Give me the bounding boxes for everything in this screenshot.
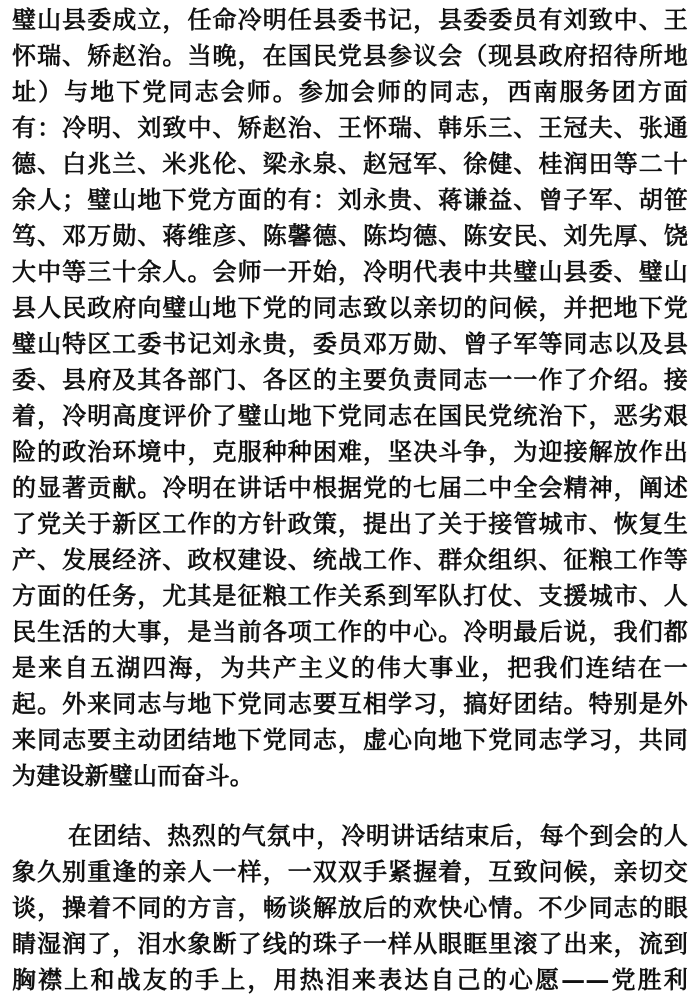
text-line-p2-l4: 睛湿润了，泪水象断了线的珠子一样从眼眶里滚了出来，流到 bbox=[12, 929, 688, 958]
text-line-p1-l7: 笃、邓万勋、蒋维彦、陈馨德、陈均德、陈安民、刘先厚、饶 bbox=[12, 221, 688, 250]
text-line-p1-l6: 余人；璧山地下党方面的有：刘永贵、蒋谦益、曾子军、胡笹 bbox=[12, 185, 688, 214]
text-line-p2-l3: 谈，操着不同的方言，畅谈解放后的欢快心情。不少同志的眼 bbox=[12, 893, 688, 922]
text-line-p1-l8: 大中等三十余人。会师一开始，冷明代表中共璧山县委、璧山 bbox=[12, 257, 688, 286]
text-line-p1-l11: 委、县府及其各部门、各区的主要负责同志一一作了介绍。接 bbox=[12, 365, 688, 394]
text-line-p2-l5: 胸襟上和战友的手上，用热泪来表达自己的心愿——党胜利 bbox=[12, 965, 688, 994]
text-line-p1-l12: 着，冷明高度评价了璧山地下党同志在国民党统治下，恶劣艰 bbox=[12, 401, 688, 430]
text-line-p1-l14: 的显著贡献。冷明在讲话中根据党的七届二中全会精神，阐述 bbox=[12, 473, 688, 502]
text-line-p1-l22: 为建设新璧山而奋斗。 bbox=[12, 761, 254, 790]
text-line-p1-l16: 产、发展经济、政权建设、统战工作、群众组织、征粮工作等 bbox=[12, 545, 688, 574]
text-line-p2-l2: 象久别重逢的亲人一样，一双双手紧握着，互致问候，亲切交 bbox=[12, 857, 688, 886]
text-line-p1-l17: 方面的任务，尤其是征粮工作关系到军队打仗、支援城市、人 bbox=[12, 581, 688, 610]
text-line-p2-l1: 在团结、热烈的气氛中，冷明讲话结束后，每个到会的人 bbox=[68, 821, 688, 850]
text-line-p1-l13: 险的政治环境中，克服种种困难，坚决斗争，为迎接解放作出 bbox=[12, 437, 688, 466]
text-line-p1-l21: 来同志要主动团结地下党同志，虚心向地下党同志学习，共同 bbox=[12, 725, 688, 754]
text-line-p1-l19: 是来自五湖四海，为共产主义的伟大事业，把我们连结在一 bbox=[12, 653, 688, 682]
text-line-p1-l3: 址）与地下党同志会师。参加会师的同志，西南服务团方面 bbox=[12, 77, 688, 106]
document-page bbox=[12, 2, 688, 998]
text-line-p1-l18: 民生活的大事，是当前各项工作的中心。冷明最后说，我们都 bbox=[12, 617, 688, 646]
text-line-p1-l9: 县人民政府向璧山地下党的同志致以亲切的问候，并把地下党 bbox=[12, 293, 688, 322]
text-line-p1-l20: 起。外来同志与地下党同志要互相学习，搞好团结。特别是外 bbox=[12, 689, 688, 718]
text-line-p1-l5: 德、白兆兰、米兆伦、梁永泉、赵冠军、徐健、桂润田等二十 bbox=[12, 149, 688, 178]
text-line-p1-l2: 怀瑞、矫赵治。当晚，在国民党县参议会（现县政府招待所地 bbox=[12, 41, 688, 70]
text-line-p1-l15: 了党关于新区工作的方针政策，提出了关于接管城市、恢复生 bbox=[12, 509, 688, 538]
text-line-p1-l4: 有：冷明、刘致中、矫赵治、王怀瑞、韩乐三、王冠夫、张通 bbox=[12, 113, 688, 142]
text-line-p1-l10: 璧山特区工委书记刘永贵，委员邓万勋、曾子军等同志以及县 bbox=[12, 329, 688, 358]
text-line-p1-l1: 璧山县委成立，任命冷明任县委书记，县委委员有刘致中、王 bbox=[12, 5, 688, 34]
